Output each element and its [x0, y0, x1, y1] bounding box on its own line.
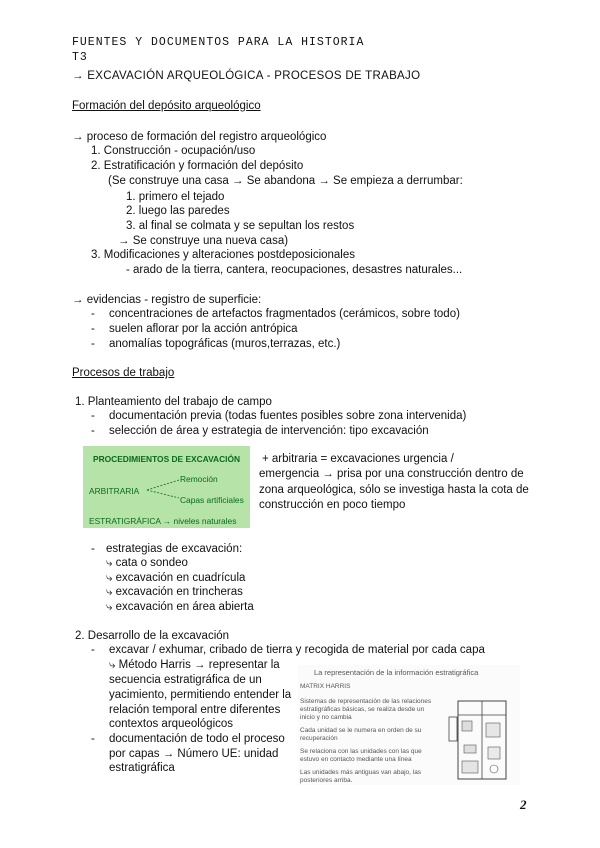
formacion-item-2-note: (Se construye una casa → Se abandona → Se empieza a derrumbar:	[108, 175, 463, 187]
formacion-item-3: 3. Modificaciones y alteraciones postdeposicionales	[91, 249, 356, 261]
fig-line: estratigráficas básicas, se realiza desde un	[300, 706, 425, 713]
procesos-dash: -	[91, 410, 95, 422]
estrategias-heading: estrategias de excavación:	[106, 543, 243, 555]
estrategia-2: ⤷ excavación en cuadrícula	[106, 572, 246, 584]
procesos-step-1a: documentación previa (todas fuentes posibles sobre zona intervenida)	[109, 410, 467, 422]
estrategia-4: ⤷ excavación en área abierta	[106, 601, 254, 613]
procesos-title: Procesos de trabajo	[72, 367, 175, 379]
evidencias-dash: -	[91, 308, 95, 320]
formacion-sub-after: → Se construye una nueva casa)	[118, 235, 289, 247]
fig-line: recuperación	[300, 735, 338, 742]
evidencias-dash: -	[91, 338, 95, 350]
section-heading: → EXCAVACIÓN ARQUEOLÓGICA - PROCESOS DE TRABAJO	[72, 70, 421, 82]
procesos-dash: -	[91, 425, 95, 437]
harris-line-1: ⤷ Método Harris → representar la	[109, 659, 280, 671]
estrategia-3: ⤷ excavación en trincheras	[106, 586, 243, 598]
estrategia-1: ⤷ cata o sondeo	[106, 557, 188, 569]
harris-matrix-figure	[298, 665, 520, 785]
evidencia-2: suelen aflorar por la acción antrópica	[109, 323, 298, 335]
doc-header-topic: T3	[72, 51, 88, 64]
arbitraria-note-3: zona arqueológica, sólo se investiga hasta la cota de	[259, 484, 529, 496]
page-number: 2	[520, 797, 527, 812]
diagram-branch-lines	[145, 476, 181, 502]
doc-header-title: FUENTES Y DOCUMENTOS PARA LA HISTORIA	[72, 36, 365, 49]
evidencia-1: concentraciones de artefactos fragmentados (cerámicos, sobre todo)	[109, 308, 460, 320]
documentacion-line-1: documentación de todo el proceso	[109, 733, 285, 745]
harris-line-4: relación temporal entre diferentes	[109, 704, 281, 716]
documentacion-line-2: por capas → Número UE: unidad	[109, 748, 279, 760]
evidencias-intro: → evidencias - registro de superficie:	[72, 294, 262, 306]
fig-line: Sistemas de representación de las relaciones	[300, 698, 432, 705]
procesos-step-2: 2. Desarrollo de la excavación	[75, 630, 230, 642]
evidencia-3: anomalías topográficas (muros,terrazas, etc.)	[109, 338, 341, 350]
procesos-step-2a: excavar / exhumar, cribado de tierra y recogida de material por cada capa	[109, 644, 485, 656]
harris-line-3: yacimiento, permitiendo entender la	[109, 689, 292, 701]
diagram-title: PROCEDIMIENTOS DE EXCAVACIÓN	[93, 454, 241, 464]
arbitraria-note-1: + arbitraria = excavaciones urgencia /	[262, 453, 454, 465]
formacion-sub-3: 3. al final se colmata y se sepultan los restos	[126, 220, 355, 232]
arbitraria-note-4: construcción en poco tiempo	[259, 499, 406, 511]
fig-title: La representación de la información estratigráfica	[314, 668, 479, 677]
formacion-sub-1: 1. primero el tejado	[126, 191, 225, 203]
formacion-item-2: 2. Estratificación y formación del depósito	[91, 160, 304, 172]
fig-line: Las unidades más antiguas van abajo, las	[300, 769, 422, 776]
harris-line-2: secuencia estratigráfica de un	[109, 674, 262, 686]
arbitraria-note-2: emergencia → prisa por una construcción dentro de	[259, 468, 524, 480]
diagram-arbitraria: ARBITRARIA	[89, 486, 140, 496]
excavation-procedures-diagram	[83, 446, 250, 528]
fig-subtitle: MATRIX HARRIS	[300, 683, 351, 690]
harris-matrix-sketch	[446, 695, 518, 783]
formacion-item-1: 1. Construcción - ocupación/uso	[91, 145, 256, 157]
fig-line: inicio y no cambia	[300, 714, 352, 721]
evidencias-dash: -	[91, 323, 95, 335]
formacion-title: Formación del depósito arqueológico	[72, 100, 261, 112]
diagram-remocion: Remoción	[180, 474, 218, 484]
procesos-step-1b: selección de área y estrategia de intervención: tipo excavación	[109, 425, 429, 437]
fig-line: estuvo en contacto mediante una línea	[300, 756, 412, 763]
procesos-dash: -	[91, 543, 95, 555]
formacion-sub-2: 2. luego las paredes	[126, 205, 230, 217]
harris-line-5: contextos arqueológicos	[109, 718, 234, 730]
diagram-estratigrafica: ESTRATIGRÁFICA → niveles naturales	[89, 516, 237, 526]
procesos-dash: -	[91, 644, 95, 656]
procesos-step-1: 1. Planteamiento del trabajo de campo	[75, 396, 272, 408]
fig-line: Cada unidad se le numera en orden de su	[300, 727, 422, 734]
procesos-dash: -	[91, 733, 95, 745]
formacion-intro: → proceso de formación del registro arqueológico	[72, 131, 327, 143]
documentacion-line-3: estratigráfica	[109, 762, 175, 774]
formacion-item-3-detail: - arado de la tierra, cantera, reocupaciones, desastres naturales...	[126, 264, 463, 276]
diagram-capas: Capas artificiales	[180, 495, 244, 505]
fig-line: Se relaciona con las unidades con las que	[300, 748, 422, 755]
fig-line: posteriores arriba.	[300, 777, 353, 784]
